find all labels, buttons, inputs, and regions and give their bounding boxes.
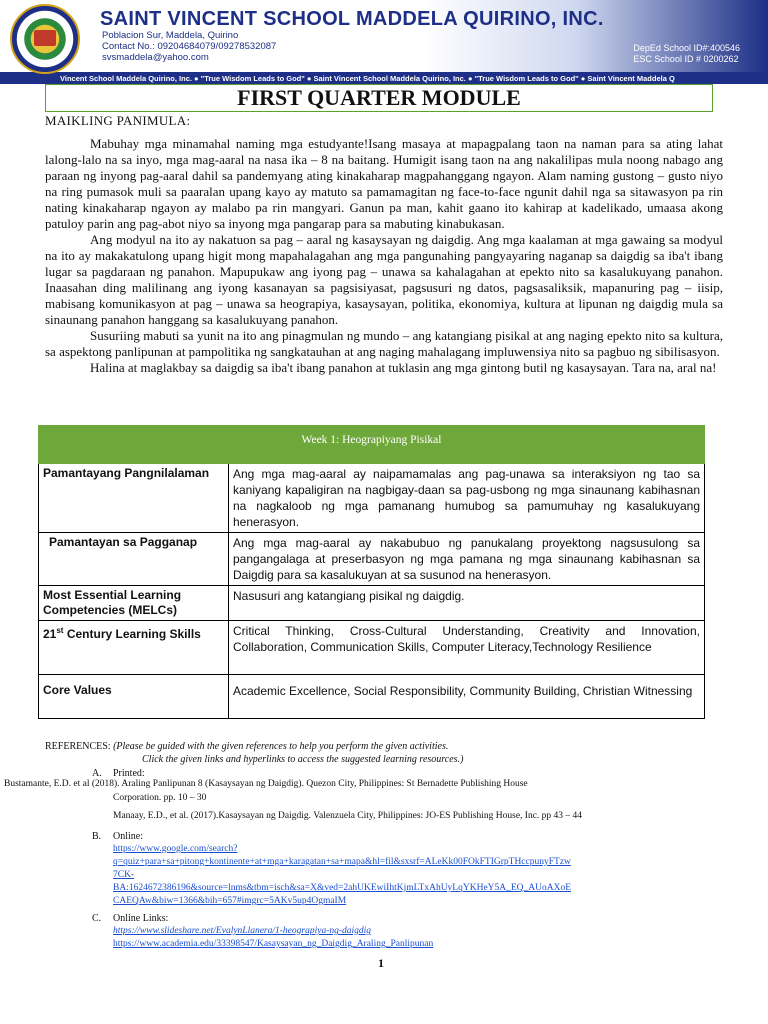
ref-b-marker: B. <box>92 831 102 842</box>
table-row <box>39 464 705 533</box>
row-value: Academic Excellence, Social Responsibility, Community Building, Christian Witnessing <box>229 675 705 719</box>
table-row <box>39 675 705 719</box>
school-contact-block <box>102 30 276 63</box>
ref-a-marker: A. <box>92 768 102 779</box>
intro-paragraph-4: Halina at maglakbay sa daigdig sa iba't ibang panahon at tuklasin ang mga gintong butil ng kasaysayan. Tara na, aral na! <box>90 360 717 375</box>
row-label: Core Values <box>39 675 229 719</box>
intro-paragraph-3: Susuriing mabuti sa yunit na ito ang pinagmulan ng mundo – ang katangiang pisikal at ang naging epekto nito sa kultura, sa aspektong panlipunan at pampolitika ng sangkatauhan at ang naging mahalagang impluwensiya nito sa pagbuo ng sibilisasyon. <box>45 328 723 359</box>
row-value: Critical Thinking, Cross-Cultural Understanding, Creativity and Innovation, Collaboration, Communication Skills, Computer Literacy,Technology Resilience <box>229 621 705 675</box>
ref-c-label: Online Links: <box>113 913 169 924</box>
references-note-line2 <box>142 753 463 766</box>
school-email: svsmaddela@yahoo.com <box>102 52 209 63</box>
table-header-row <box>39 426 705 464</box>
row-label: Pamantayang Pangnilalaman <box>39 464 229 533</box>
module-title: FIRST QUARTER MODULE <box>237 85 521 110</box>
row-label: Pamantayan sa Pagganap <box>39 533 229 586</box>
row-value: Ang mga mag-aaral ay nakabubuo ng panukalang proyektong nagsusulong sa pangangalaga at preserbasyon ng mga pamana ng mga sinaunang kabihasnan sa Daigdig para sa kasalukuyan at sa susunod na henerasyon. <box>229 533 705 586</box>
google-link-line-1[interactable]: https://www.google.com/search? <box>113 844 238 854</box>
learning-standards-table <box>38 425 705 719</box>
references-label: REFERENCES: <box>45 741 111 752</box>
printed-ref-1: Bustamante, E.D. et al (2018). Araling Panlipunan 8 (Kasaysayan ng Daigdig). Quezon City, Philippines: St Bernadette Publishing House <box>4 779 528 789</box>
table-row <box>39 621 705 675</box>
printed-ref-2: Manaay, E.D., et al. (2017).Kasaysayan ng Daigdig. Valenzuela City, Philippines: JO-ES Publishing House, Inc. pp 43 – 44 <box>113 811 583 821</box>
row-label <box>39 621 229 675</box>
ref-b-label: Online: <box>113 831 143 842</box>
row-label-sup: st <box>56 626 64 635</box>
motto-ticker: Vincent School Maddela Quirino, Inc. ● "True Wisdom Leads to God" ● Saint Vincent School Maddela Quirino, Inc. ● "True Wisdom Leads to God" ● Saint Vincent Maddela Q <box>60 73 768 84</box>
school-logo-icon <box>10 4 80 74</box>
school-ids <box>633 43 740 65</box>
printed-ref-1-cont: Corporation. pp. 10 – 30 <box>113 793 207 803</box>
intro-body <box>45 136 723 376</box>
references-note-2: Click the given links and hyperlinks to access the suggested learning resources.) <box>142 754 464 765</box>
school-header-banner <box>0 0 768 84</box>
references-note-1: (Please be guided with the given references to help you perform the given activities. <box>113 741 449 752</box>
esc-id: ESC School ID # 0200262 <box>633 54 739 64</box>
slideshare-link[interactable]: https://www.slideshare.net/EvalynLlanera/1-heograpiya-ng-daigdig <box>113 926 372 936</box>
logo-book-icon <box>34 30 56 46</box>
google-link-line-2[interactable]: q=quiz+para+sa+pitong+kontinente+at+mga+karagatan+sa+mapa&hl=fil&sxsrf=ALeKk00FOkFTIGrpTHccpunyFTzw <box>113 857 571 867</box>
deped-id: DepEd School ID#:400546 <box>633 43 740 53</box>
school-contact: Contact No.: 09204684079/09278532087 <box>102 41 277 52</box>
table-row <box>39 586 705 621</box>
school-address: Poblacion Sur, Maddela, Quirino <box>102 30 239 41</box>
google-link-line-3[interactable]: 7CK- <box>113 870 135 880</box>
intro-paragraph-2: Ang modyul na ito ay nakatuon sa pag – aaral ng kasaysayan ng daigdig. Ang mga kaalaman at mga gawaing sa modyul na ito ay makakatulong upang higit mong mapahalagahan ang mga pangunahing pangyayaring naganap sa daigdig sa iba't ibang lugar sa pagdaraan ng panahon. Mapupukaw ang iyong pag – unawa sa kahalagahan at epekto nito sa kasalukuyang panahon. Inaasahan ding malilinang ang iyong kasanayan sa pagsisiyasat, pagsusuri ng datos, pagsasaliksik, mapanuring pag – iisip, mabisang komunikasyon at pag – unawa sa heograpiya, kasaysayan, politika, ekonomiya, kultura at lipunan ng daigdig mula sa sinaunang panahon hanggang sa kasalukuyang panahon. <box>45 232 723 327</box>
ref-a-label: Printed: <box>113 768 145 779</box>
references-note-line1 <box>45 740 448 753</box>
school-name: SAINT VINCENT SCHOOL MADDELA QUIRINO, INC. <box>100 8 604 30</box>
row-value: Ang mga mag-aaral ay naipamamalas ang pag-unawa sa interaksiyon ng tao sa kaniyang kapaligiran na nagbigay-daan sa pag-usbong ng mga sinaunang kabihasnan na nagkaloob ng mga pamanang humubog sa pamumuhay ng kasalukuyang henerasyon. <box>229 464 705 533</box>
section-heading: MAIKLING PANIMULA: <box>45 113 191 128</box>
row-label: Most Essential Learning Competencies (MELCs) <box>39 586 229 621</box>
week-header: Week 1: Heograpiyang Pisikal <box>39 426 705 464</box>
table-row <box>39 533 705 586</box>
page-number: 1 <box>378 956 384 970</box>
row-label-num: 21 <box>43 627 57 641</box>
module-title-box <box>45 84 713 112</box>
google-link-line-5[interactable]: CAEQAw&biw=1366&bih=657#imgrc=5AKv5up4OgmaIM <box>113 896 347 906</box>
google-link-line-4[interactable]: BA:1624672386196&source=lnms&tbm=isch&sa=X&ved=2ahUKEwiIhtKjmLTxAhUyLqYKHeY5A_EQ_AUoAXoE <box>113 883 572 893</box>
row-value: Nasusuri ang katangiang pisikal ng daigdig. <box>229 586 705 621</box>
academia-link[interactable]: https://www.academia.edu/33398547/Kasaysayan_ng_Daigdig_Araling_Panlipunan <box>113 939 434 949</box>
ref-c-marker: C. <box>92 913 102 924</box>
row-label-rest: Century Learning Skills <box>63 627 201 641</box>
intro-paragraph-1: Mabuhay mga minamahal naming mga estudyante!Isang masaya at mapagpalang taon na naman para sa ating lahat lalong-lalo na sa inyo, mga mag-aaral na nasa ika – 8 na baitang. Humigit isang taon na ang nakalilipas mula noong nabago ang paraan ng inyong pag-aaral dahil sa pandemyang ating kinakaharap magpahanggang ngayon. Alam naming gustong – gusto niyo na ring pumasok muli sa paaralan upang kayo ay matuto sa pamamagitan ng face-to-face ngunit dahil nga sa sitawasyon pa rin nating kinakaharap ngayon ay malabo pa rin mangyari. Ganun pa man, kahit gaano ito kahirap at kadelikado, umaasa akong patuloy parin ang pag-abot niyo sa inyong mga pangarap para sa mabuting kinabukasan. <box>45 136 723 231</box>
